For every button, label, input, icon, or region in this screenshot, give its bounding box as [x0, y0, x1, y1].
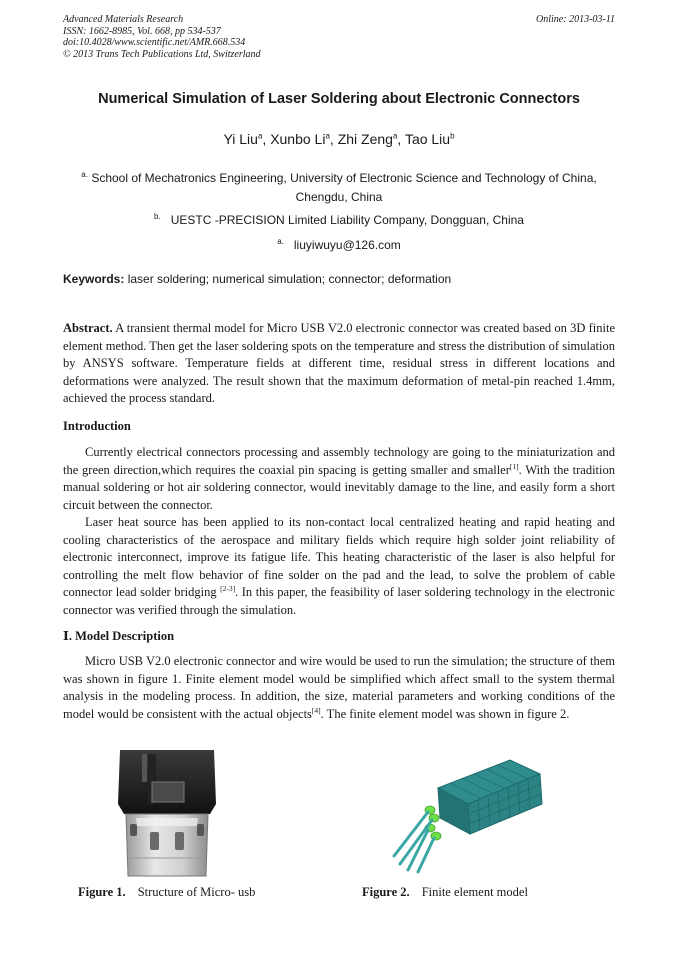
author-email: $^{a.}$ liuyiwuyu@126.com [277, 237, 401, 252]
figure-1-caption [78, 885, 255, 900]
figure-1-caption-text: Structure of Micro- usb [137, 885, 256, 899]
author-sup: a [392, 131, 398, 141]
author-name: Xunbo Li [270, 131, 326, 147]
keywords-label: Keywords: [63, 272, 125, 286]
affiliation-b: $^{b.}$ UESTC -PRECISION Limited Liability Company, Dongguan, China [154, 212, 524, 227]
copyright-line: © 2013 Trans Tech Publications Ltd, Switzerland [63, 48, 261, 60]
online-date: Online: 2013-03-11 [536, 14, 615, 25]
abstract [63, 320, 615, 408]
figure-1-label: Figure 1. [78, 885, 126, 899]
paper-title: Numerical Simulation of Laser Soldering about Electronic Connectors [98, 91, 580, 107]
author-sup: b [450, 131, 455, 141]
author-name: Yi Liu [223, 131, 258, 147]
figure-2-finite-element-model-image [390, 752, 560, 880]
author-sup: a [257, 131, 263, 141]
author-name: Zhi Zeng [337, 131, 393, 147]
author-list: Yi Liu$^a$, Xunbo Li$^a$, Zhi Zeng$^a$, Tao Liu$^b$ [223, 131, 455, 147]
intro-paragraph-2: Laser heat source has been applied to its non-contact local centralized heating and rapid heating and cooling characteristics of the aerospace and military fields which require high solder joint reliability of electronic interconnect, improve its fatigue life. This heating characteristic of the laser is also helpful for controlling the melt flow behavior of fine solder on the pad and the lead, to solve the problem of cable connector lead solder bridging [2-3]. In this paper, the feasibility of laser soldering technology in the electronic connector was verified through the simulation. [63, 515, 615, 617]
intro-paragraph-1: Currently electrical connectors processing and assembly technology are going to the miniaturization and the green direction,which requires the coaxial pin spacing is getting smaller and smaller[1]. With the tradition manual soldering or hot air soldering connector, would inevitably damage to the line, and easily form a short circuit between the connector. [63, 445, 615, 512]
figure-1-usb-connector-image [112, 748, 222, 880]
author-sup: a [325, 131, 330, 141]
keywords-text: laser soldering; numerical simulation; connector; deformation [127, 272, 452, 286]
section-heading-model-description: Ⅰ. Model Description [63, 629, 175, 643]
figure-2-caption-text: Finite element model [421, 885, 528, 899]
figure-2-label: Figure 2. [362, 885, 410, 899]
citation-ref: [1] [509, 461, 519, 471]
doi-line: doi:10.4028/www.scientific.net/AMR.668.534 [63, 37, 246, 48]
abstract-label: Abstract. [63, 321, 113, 335]
journal-name: Advanced Materials Research [63, 14, 184, 25]
issn-line: ISSN: 1662-8985, Vol. 668, pp 534-537 [63, 25, 221, 37]
publication-header [63, 14, 261, 60]
figure-2-caption [362, 885, 528, 900]
keywords [63, 272, 451, 286]
author-name: Tao Liu [404, 131, 451, 147]
section-heading-introduction: Introduction [63, 419, 131, 433]
model-description-paragraph: Micro USB V2.0 electronic connector and wire would be used to run the simulation; the structure of them was shown in figure 1. Finite element model would be simplified which affect small to the system thermal analysis in the modeling process. In addition, the size, material parameters and working conditions of the model would be consistent with the actual objects[4]. The finite element model was shown in figure 2. [63, 654, 615, 721]
citation-ref: [4] [311, 705, 321, 715]
affiliation-a: $^{a.}$ School of Mechatronics Engineering, University of Electronic Science and Technology of China, Chengdu, China [81, 170, 597, 204]
abstract-text: A transient thermal model for Micro USB V2.0 electronic connector was created based on 3D finite element method. Then get the laser soldering spots on the temperature and stress the distribution of simulation by ANSYS software. Temperature fields at different time, residual stress in different locations and deformations were analyzed. The result shown that the maximum deformation of metal-pin reached 1.4mm, achieved the process standard. [63, 321, 615, 406]
citation-ref: [2-3] [220, 584, 236, 594]
